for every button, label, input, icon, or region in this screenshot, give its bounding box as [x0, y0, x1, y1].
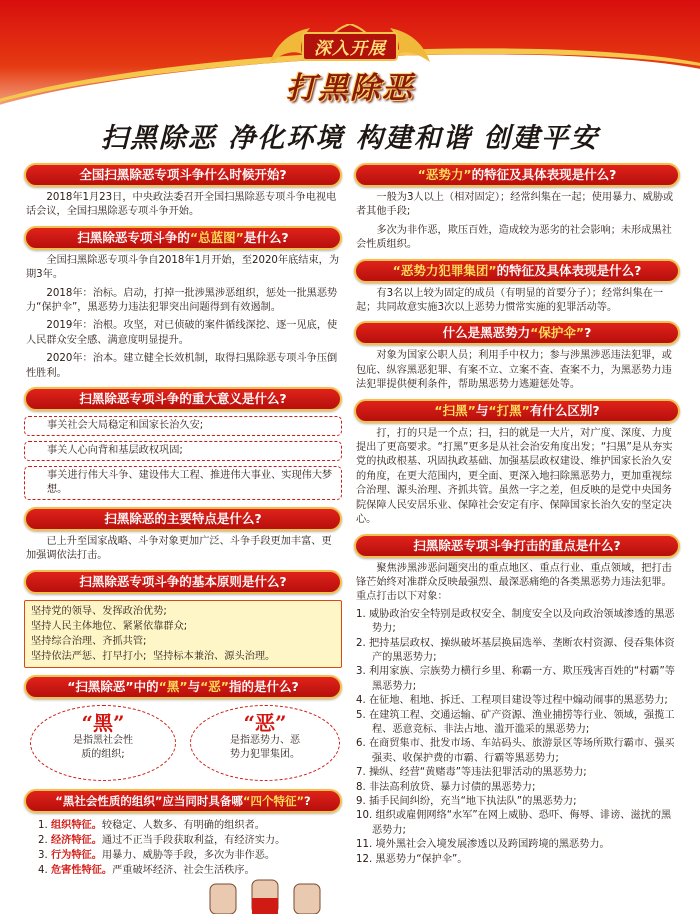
target-item: 6. 在商贸集市、批发市场、车站码头、旅游景区等场所欺行霸市、强买强卖、收保护费的市霸、行霸等黑恶势力; [356, 738, 675, 764]
right-column [354, 163, 680, 867]
hei-char: “黑” [81, 710, 125, 735]
target-item: 12. 黑恶势力“保护伞”。 [356, 853, 468, 865]
key-targets-intro: 聚焦涉黑涉恶问题突出的重点地区、重点行业、重点领域，把打击锋芒始终对准群众反映最强烈、最深恶痛绝的各类黑恶势力违法犯罪。重点打击以下对象： [356, 562, 672, 603]
blueprint-p2: 2018年：治标。启动，打掉一批涉黑涉恶组织，惩处一批黑恶势力“保护伞”，黑恶势力违法犯罪突出问题得到有效遏制。 [26, 287, 338, 314]
principle-item-b: 坚持标本兼治、源头治理。 [152, 650, 276, 662]
umbrella-title-highlight: “保护伞” [530, 325, 585, 341]
hei-e-title-c: 与 [187, 678, 201, 694]
section-title-features: 扫黑除恶的主要特点是什么? [24, 507, 342, 531]
raised-fists-icon [190, 876, 340, 914]
target-item: 8. 非法高利放贷、暴力讨债的黑恶势力; [356, 781, 536, 793]
feature-key: 组织特征。 [50, 819, 102, 831]
principle-item: 坚持党的领导、发挥政治优势; [31, 605, 167, 617]
section-title-hei-e [24, 675, 342, 699]
hei-desc: 质的组织; [81, 748, 125, 760]
target-item: 10. 组织或雇佣网络“水军”在网上威胁、恐吓、侮辱、诽谤、滋扰的黑恶势力; [356, 810, 672, 836]
feature-num: 3. [38, 849, 48, 861]
hei-e-title-e: “恶” [200, 678, 230, 694]
feature-item [38, 848, 342, 863]
significance-item: 事关社会大局稳定和国家长治久安; [24, 416, 342, 436]
evil-group-title-b: 的特征及具体表现是什么? [496, 262, 642, 278]
evil-group-p1: 有3名以上较为固定的成员（有明显的首要分子）；经常纠集在一起；共同故意实施3次以上恶势力惯常实施的犯罪活动等。 [356, 287, 664, 314]
target-item: 5. 在建筑工程、交通运输、矿产资源、渔业捕捞等行业、领域，强揽工程、恶意竞标、非法占地、滥开滥采的黑恶势力; [356, 709, 675, 735]
logo-subtitle: 深入开展 [302, 32, 398, 61]
hei-e-title-a: “扫黑除恶”中的 [67, 678, 159, 694]
section-title-blueprint [24, 226, 342, 250]
feature-key: 危害性特征。 [50, 864, 113, 876]
feature-num: 2. [38, 834, 48, 846]
hei-e-title-end: 指的是什么? [229, 678, 299, 694]
start-date-text: 2018年1月23日，中央政法委召开全国扫黑除恶专项斗争电视电话会议，全国扫黑除恶专项斗争开始。 [26, 192, 337, 218]
features-text: 已上升至国家战略、斗争对象更加广泛、斗争手段更加丰富、更加强调依法打击。 [26, 536, 332, 562]
four-features-title-highlight: “四个特征” [242, 793, 305, 808]
feature-text: 较稳定、人数多、有明确的组织者。 [101, 819, 265, 831]
slogan: 扫黑除恶 净化环境 构建和谐 创建平安 [100, 123, 600, 154]
difference-title-and: 与 [475, 402, 489, 418]
e-definition [190, 705, 340, 781]
evil-forces-title-highlight: “恶势力” [417, 167, 472, 182]
blueprint-p4: 2020年：治本。建立健全长效机制，取得扫黑除恶专项斗争压倒性胜利。 [26, 353, 338, 379]
target-item: 3. 利用家族、宗族势力横行乡里、称霸一方、欺压残害百姓的“村霸”等黑恶势力; [356, 666, 675, 692]
feature-item [38, 833, 342, 848]
evil-forces-p2: 多次为非作恶，欺压百姓，造成较为恶劣的社会影响；未形成黑社会性质组织。 [356, 224, 672, 251]
feature-key: 经济特征。 [50, 834, 102, 846]
section-title-evil-group [354, 259, 680, 283]
section-title-difference [354, 399, 680, 423]
principle-item: 坚持综合治理、齐抓共管; [31, 635, 147, 647]
e-char: “恶” [243, 710, 287, 735]
e-desc: 势力犯罪集团。 [230, 748, 300, 760]
section-title-principles: 扫黑除恶专项斗争的基本原则是什么? [24, 570, 342, 594]
key-targets-list [356, 608, 678, 867]
feature-text: 通过不正当手段获取利益，有经济实力。 [101, 834, 286, 846]
blueprint-title-a: 扫黑除恶专项斗争的 [77, 229, 190, 245]
four-features-title-end: ? [304, 793, 311, 808]
feature-num: 4. [38, 864, 48, 876]
evil-forces-title-b: 的特征及具体表现是什么? [471, 167, 617, 182]
target-item: 11. 境外黑社会入境发展渗透以及跨国跨境的黑恶势力。 [356, 839, 610, 851]
hei-e-title-hei: “黑” [158, 678, 188, 694]
section-title-start-date: 全国扫黑除恶专项斗争什么时候开始? [24, 163, 342, 187]
principle-item: 坚持人民主体地位、紧紧依靠群众; [31, 620, 188, 632]
target-item: 9. 插手民间纠纷，充当“地下执法队”的黑恶势力; [356, 796, 577, 807]
hei-desc: 是指黑社会性 [73, 734, 133, 746]
e-desc: 是指恶势力、恶 [230, 734, 300, 746]
section-title-key-targets: 扫黑除恶专项斗争打击的重点是什么? [354, 534, 680, 558]
target-item: 1. 威胁政治安全特别是政权安全、制度安全以及向政治领域渗透的黑恶势力; [356, 608, 675, 635]
target-item: 7. 操纵、经营“黄赌毒”等违法犯罪活动的黑恶势力; [356, 767, 587, 779]
four-features-list [24, 818, 342, 878]
feature-key: 行为特征。 [50, 849, 102, 861]
evil-group-title-highlight: “恶势力犯罪集团” [392, 262, 497, 278]
principle-item-a: 坚持依法严惩、打早打小; [31, 650, 147, 662]
umbrella-p1: 对象为国家公职人员；利用手中权力；参与涉黑涉恶违法犯罪，或包庇、纵容黑恶犯罪、有案不立、立案不查、查案不力，为黑恶势力违法犯罪提供便利条件，帮助黑恶势力逃避惩处等。 [356, 350, 672, 391]
principles-box [24, 600, 342, 668]
difference-title-sao: “扫黑” [434, 402, 476, 418]
significance-item: 事关人心向背和基层政权巩固; [24, 441, 342, 461]
evil-forces-p1: 一般为3人以上（相对固定）；经常纠集在一起；使用暴力、威胁或者其他手段; [356, 192, 674, 218]
feature-item [38, 818, 342, 833]
section-title-significance: 扫黑除恶专项斗争的重大意义是什么? [24, 387, 342, 411]
umbrella-title-end: ? [584, 325, 592, 341]
target-item: 4. 在征地、租地、拆迁、工程项目建设等过程中煽动闹事的黑恶势力; [356, 695, 668, 707]
difference-p1: 打，打的只是一个点；扫，扫的就是一大片，对广度、深度、力度提出了更高要求。“打黑”更多是从社会治安角度出发；“扫黑”是从夯实党的执政根基、巩固执政基础、加强基层政权建设、维护国家长治久安的角度，在更大范围内，更全面、更深入地扫除黑恶势力，更加重视综合治理、源头治理、齐抓共管。虽然一字之差，但反映的是党中央国务院保障人民安居乐业、保障社会安定有序、保障国家长治久安的坚定决心。 [356, 427, 673, 526]
blueprint-p1: 全国扫黑除恶专项斗争自2018年1月开始，至2020年底结束，为期3年。 [26, 254, 340, 281]
section-title-umbrella [354, 321, 680, 345]
feature-num: 1. [38, 819, 48, 831]
left-column [24, 163, 342, 878]
feature-text: 严重破坏经济、社会生活秩序。 [112, 864, 255, 876]
four-features-title-a: “黑社会性质的组织”应当同时具备哪 [55, 793, 243, 808]
section-title-four-features [24, 789, 342, 813]
blueprint-title-highlight: “总蓝图” [189, 229, 244, 245]
significance-item: 事关进行伟大斗争、建设伟大工程、推进伟大事业、实现伟大梦想。 [24, 466, 342, 500]
blueprint-title-c: 是什么? [243, 229, 289, 245]
difference-title-end: 有什么区别? [529, 402, 600, 418]
hei-e-definitions [24, 705, 342, 783]
blueprint-p3: 2019年：治根。攻坚，对已侦破的案件循线深挖、逐一见底，使人民群众安全感、满意度明显提升。 [26, 320, 338, 346]
section-title-evil-forces [354, 163, 680, 187]
difference-title-da: “打黑” [488, 402, 530, 418]
principle-item [31, 649, 335, 664]
header-banner [0, 0, 700, 120]
logo-title: 打黑除恶 [286, 71, 414, 106]
hei-definition [30, 705, 176, 781]
target-item: 2. 把持基层政权、操纵破坏基层换届选举、垄断农村资源、侵吞集体资产的黑恶势力; [356, 637, 675, 663]
campaign-logo [250, 20, 450, 106]
umbrella-title-a: 什么是黑恶势力 [442, 325, 531, 341]
feature-text: 用暴力、威胁等手段，多次为非作恶。 [101, 849, 276, 861]
